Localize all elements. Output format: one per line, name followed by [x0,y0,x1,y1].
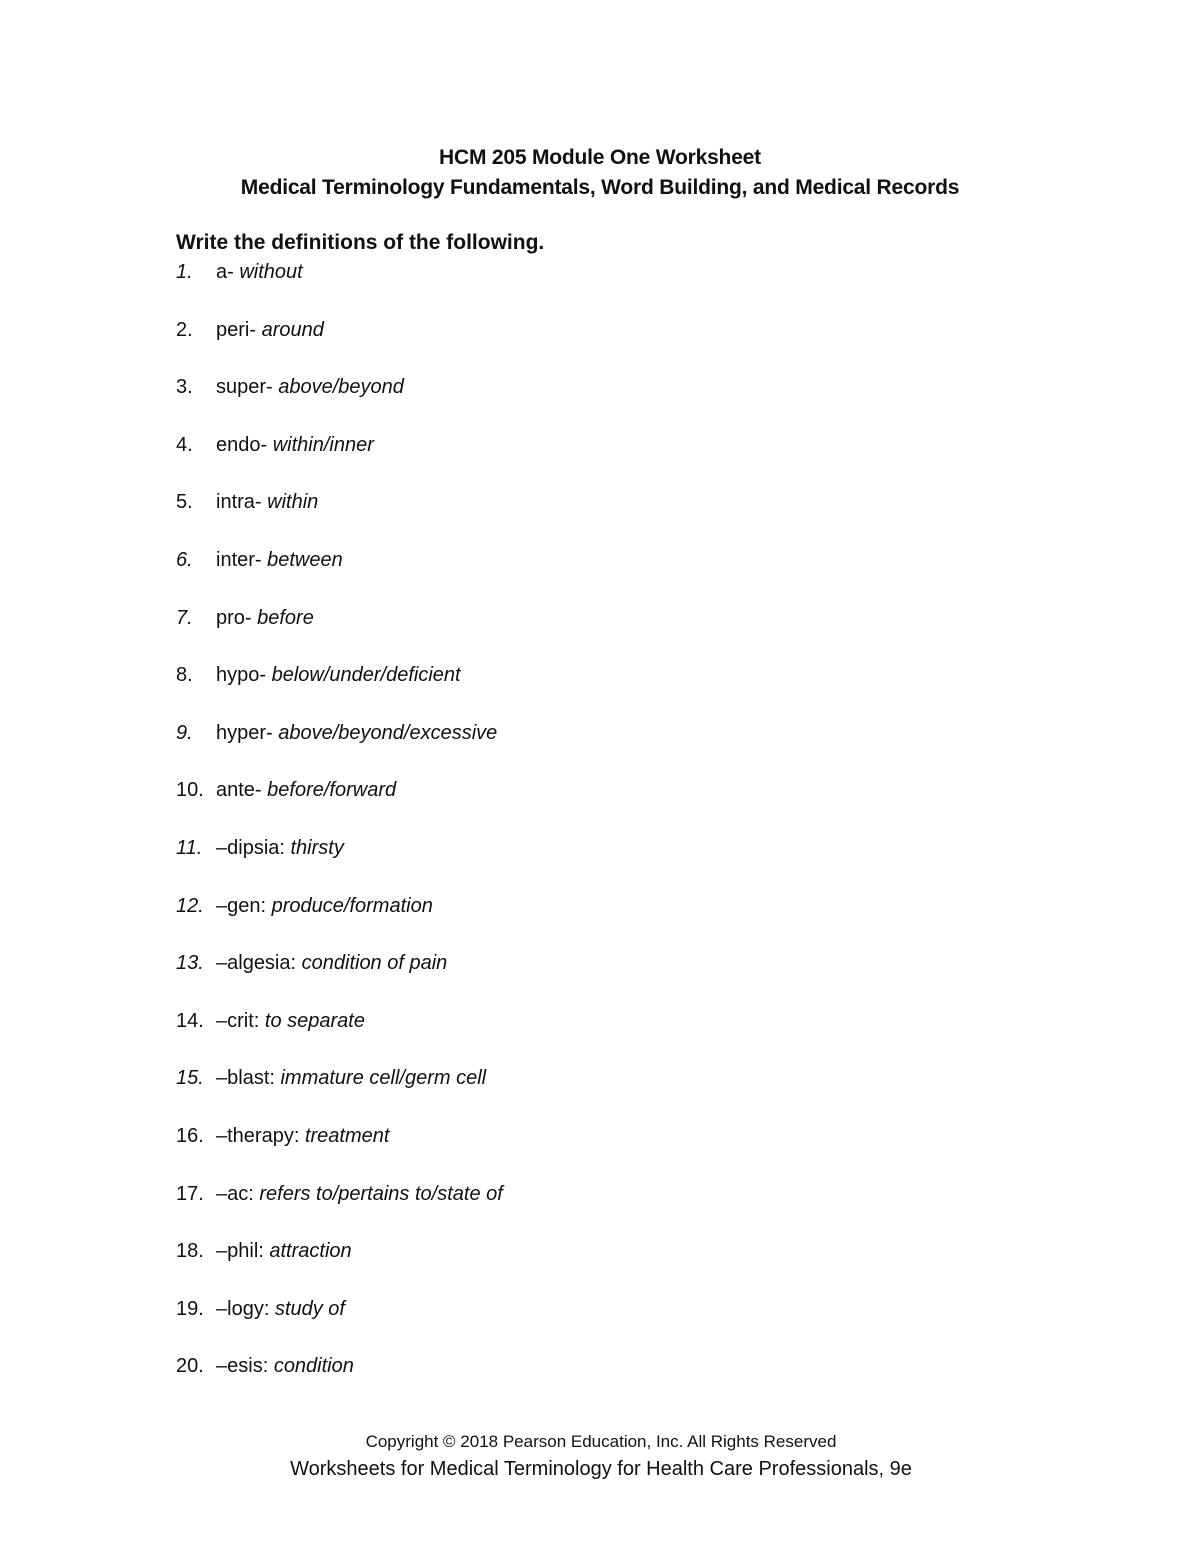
item-number: 10. [176,779,204,802]
item-definition: before [257,606,314,629]
item-definition: condition [273,1355,354,1378]
item-term: hyper- [216,721,279,744]
item-number: 16. [176,1124,204,1147]
item-definition: between [267,548,343,571]
list-item [176,949,503,1007]
item-number: 5. [176,491,193,514]
list-item [176,1007,503,1065]
item-number: 11. [176,836,203,859]
item-definition: around [261,318,324,341]
item-definition: thirsty [290,836,344,859]
item-term: –algesia: [216,952,302,975]
list-item [176,604,503,662]
item-number: 17. [176,1182,204,1205]
list-item [176,1237,503,1295]
list-item [176,431,503,489]
item-number: 12. [176,894,204,917]
item-definition: attraction [269,1240,352,1263]
item-definition: condition of pain [301,952,448,975]
list-item [176,834,503,892]
item-term: a- [216,261,240,283]
item-number: 9. [176,721,193,744]
list-item [176,373,503,431]
item-term: –crit: [216,1009,265,1032]
item-term: –blast: [216,1067,281,1090]
item-term: inter- [216,548,268,571]
worksheet-title: HCM 205 Module One Worksheet [439,146,761,169]
item-definition: immature cell/germ cell [280,1067,487,1090]
item-term: intra- [216,491,268,514]
item-term: super- [216,376,279,399]
item-definition: refers to/pertains to/state of [259,1182,503,1205]
list-item [176,1352,503,1410]
instructions-heading: Write the definitions of the following. [176,231,545,254]
item-number: 8. [176,664,193,687]
item-term: –logy: [216,1297,275,1320]
list-item [176,719,503,777]
item-term: –gen: [216,894,272,917]
item-definition: above/beyond/excessive [278,721,498,744]
list-item [176,258,503,316]
item-number: 2. [176,318,193,341]
book-title: Worksheets for Medical Terminology for Health Care Professionals, 9e [290,1458,912,1480]
item-term: –esis: [216,1355,274,1378]
item-definition: within/inner [272,433,374,456]
list-item [176,316,503,374]
item-number: 7. [176,606,193,629]
list-item [176,1180,503,1238]
item-term: –dipsia: [216,836,291,859]
item-number: 18. [176,1240,204,1263]
item-number: 14. [176,1009,204,1032]
item-definition: study of [274,1297,345,1320]
item-number: 20. [176,1355,204,1378]
list-item [176,488,503,546]
worksheet-subtitle: Medical Terminology Fundamentals, Word Building, and Medical Records [240,176,960,199]
list-item [176,776,503,834]
item-term: pro- [216,606,258,629]
list-item [176,1064,503,1122]
page-footer [0,1430,1200,1484]
list-item [176,1295,503,1353]
item-definition: produce/formation [271,894,433,917]
item-term: –phil: [216,1240,270,1263]
item-definition: treatment [304,1124,390,1147]
item-definition: within [267,491,319,514]
list-item [176,661,503,719]
item-term: –therapy: [216,1124,305,1147]
item-number: 19. [176,1297,204,1320]
list-item [176,1122,503,1180]
item-number: 1. [176,261,193,283]
item-number: 3. [176,376,193,399]
item-definition: before/forward [267,779,397,802]
item-term: –ac: [216,1182,260,1205]
item-number: 13. [176,952,204,975]
item-number: 15. [176,1067,204,1090]
item-definition: below/under/deficient [271,664,461,687]
item-term: endo- [216,433,273,456]
item-definition: without [239,261,303,283]
item-definition: to separate [264,1009,365,1032]
item-number: 6. [176,548,193,571]
item-term: hypo- [216,664,272,687]
list-item [176,546,503,604]
title-block [0,143,1200,203]
item-number: 4. [176,433,193,456]
item-definition: above/beyond [278,376,404,399]
item-term: ante- [216,779,268,802]
list-item [176,892,503,950]
item-term: peri- [216,318,262,341]
copyright-notice: Copyright © 2018 Pearson Education, Inc. All Rights Reserved [365,1432,837,1451]
definitions-list [176,258,503,1410]
